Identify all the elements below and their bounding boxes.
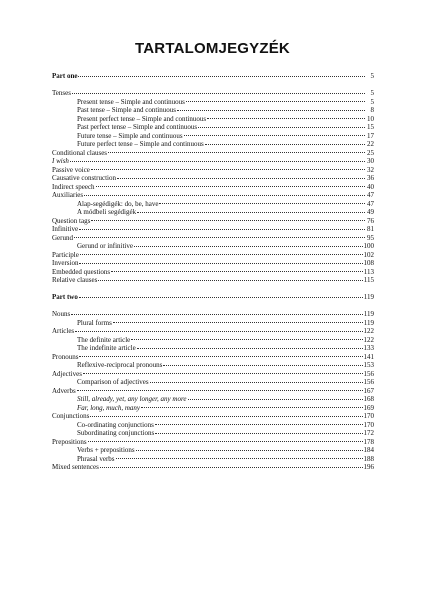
toc-page-number: 156: [363, 378, 374, 386]
toc-entry-label: Comparison of adjectives: [77, 378, 149, 386]
toc-subentry[interactable]: [52, 361, 374, 370]
toc-entry-label: Present tense – Simple and continuous: [77, 97, 185, 106]
toc-page-number: 108: [363, 259, 374, 267]
toc-page-number: 10: [367, 114, 374, 123]
toc-entry-label: Reflexive-reciprocal pronouns: [77, 361, 163, 369]
dot-leader: [78, 76, 365, 77]
toc-entry-label: Indirect speech: [52, 182, 95, 191]
toc-page-number: 5: [370, 97, 374, 106]
toc-spacer: [52, 81, 374, 90]
toc-entry[interactable]: [52, 191, 374, 200]
dot-leader: [159, 203, 365, 204]
toc-page-number: 167: [363, 386, 374, 395]
dot-leader: [71, 314, 362, 315]
toc-page-number: 49: [367, 208, 374, 216]
dot-leader: [108, 152, 365, 153]
toc-part-heading[interactable]: [52, 72, 374, 81]
toc-entry-label: Alap-segédigék: do, be, have: [77, 199, 159, 208]
toc-entry-label: Phrasal verbs: [77, 454, 115, 463]
toc-entry[interactable]: [52, 268, 374, 277]
dot-leader: [136, 450, 363, 451]
toc-subentry[interactable]: [52, 455, 374, 464]
toc-subentry[interactable]: [52, 208, 374, 217]
dot-leader: [205, 144, 365, 145]
toc-entry[interactable]: [52, 353, 374, 362]
toc-entry-label: Part two: [52, 293, 78, 301]
dot-leader: [155, 433, 362, 434]
toc-page-number: 172: [363, 429, 374, 437]
toc-entry[interactable]: [52, 166, 374, 175]
toc-entry-label: Verbs + prepositions: [77, 446, 135, 454]
toc-page-number: 102: [363, 250, 374, 259]
toc-page-number: 76: [367, 216, 374, 225]
toc-page-number: 169: [363, 403, 374, 412]
toc-entry-label: Passive voice: [52, 165, 90, 174]
toc-page-number: 32: [367, 165, 374, 174]
dot-leader: [163, 365, 362, 366]
toc-entry-label: Present perfect tense – Simple and continuous: [77, 114, 207, 123]
dot-leader: [80, 254, 363, 255]
toc-page-number: 156: [363, 369, 374, 378]
toc-page-number: 17: [367, 131, 374, 140]
toc-entry[interactable]: [52, 412, 374, 421]
toc-entry-label: Mixed sentences: [52, 463, 99, 471]
toc-spacer: [52, 302, 374, 311]
toc-entry[interactable]: [52, 327, 374, 336]
toc-page-number: 196: [363, 463, 374, 471]
toc-entry-label: Co-ordinating conjunctions: [77, 420, 154, 429]
toc-entry-label: A módbeli segédigék: [77, 208, 137, 216]
toc-page-number: 141: [363, 352, 374, 361]
toc-entry[interactable]: [52, 310, 374, 319]
toc-page-number: 153: [363, 361, 374, 369]
toc-entry-label: Future tense – Simple and continuous: [77, 131, 183, 140]
toc-entry[interactable]: [52, 259, 374, 268]
toc-page-number: 47: [367, 199, 374, 208]
toc-page-number: 170: [363, 412, 374, 420]
toc-subentry[interactable]: [52, 429, 374, 438]
dot-leader: [117, 178, 365, 179]
toc-page-number: 133: [363, 344, 374, 352]
dot-leader: [186, 101, 365, 102]
dot-leader: [91, 169, 365, 170]
toc-subentry[interactable]: [52, 378, 374, 387]
toc-entry-label: Part one: [52, 72, 78, 80]
dot-leader: [207, 118, 365, 119]
toc-entry[interactable]: [52, 149, 374, 158]
dot-leader: [150, 382, 363, 383]
toc-page-number: 168: [363, 395, 374, 403]
toc-subentry[interactable]: [52, 336, 374, 345]
toc-entry-label: Adverbs: [52, 386, 76, 395]
toc-page-number: 15: [367, 123, 374, 131]
toc-subentry[interactable]: [52, 395, 374, 404]
toc-page-number: 122: [363, 327, 374, 335]
toc-entry-label: Conjunctions: [52, 412, 90, 420]
toc-page-number: 119: [363, 310, 374, 318]
toc-entry[interactable]: [52, 157, 374, 166]
toc-page-number: 188: [363, 454, 374, 463]
dot-leader: [137, 348, 363, 349]
toc-subentry[interactable]: [52, 200, 374, 209]
toc-entry-label: Articles: [52, 327, 75, 335]
toc-entry[interactable]: [52, 387, 374, 396]
dot-leader: [96, 186, 365, 187]
toc-subentry[interactable]: [52, 115, 374, 124]
toc-entry-label: Causative construction: [52, 174, 116, 182]
toc-entry-label: Inversion: [52, 259, 79, 267]
dot-leader: [79, 229, 365, 230]
toc-entry-label: Question tags: [52, 216, 91, 225]
toc-page-number: 178: [363, 437, 374, 446]
toc-entry-label: Gerund: [52, 233, 73, 242]
dot-leader: [79, 263, 362, 264]
toc-subentry[interactable]: [52, 446, 374, 455]
toc-entry-label: Future perfect tense – Simple and continuous: [77, 140, 204, 148]
toc-page-number: 170: [363, 420, 374, 429]
toc-entry-label: Pronouns: [52, 352, 79, 361]
toc-subentry[interactable]: [52, 132, 374, 141]
toc-entry-label: Participle: [52, 250, 79, 259]
toc-entry-label: Auxiliaries: [52, 191, 84, 199]
dot-leader: [88, 441, 363, 442]
dot-leader: [84, 195, 365, 196]
toc-page-number: 95: [367, 233, 374, 242]
dot-leader: [72, 93, 365, 94]
toc-entry-label: The indefinite article: [77, 344, 136, 352]
table-of-contents: [52, 72, 374, 472]
dot-leader: [177, 110, 365, 111]
toc-entry-label: Past perfect tense – Simple and continuous: [77, 123, 198, 131]
page-title: TARTALOMJEGYZÉK: [135, 40, 290, 57]
toc-page-number: 81: [367, 225, 374, 233]
toc-entry-label: Adjectives: [52, 369, 82, 378]
toc-page-number: 100: [363, 242, 374, 250]
toc-entry-label: Infinitive: [52, 225, 79, 233]
dot-leader: [155, 424, 363, 425]
toc-page-number: 184: [363, 446, 374, 454]
toc-entry[interactable]: [52, 217, 374, 226]
toc-entry[interactable]: [52, 463, 374, 472]
dot-leader: [70, 161, 365, 162]
toc-entry-label: Tenses: [52, 89, 71, 97]
toc-page-number: 22: [367, 140, 374, 148]
toc-subentry[interactable]: [52, 106, 374, 115]
toc-entry-label: Prepositions: [52, 437, 87, 446]
toc-entry-label: Relative clauses: [52, 276, 98, 284]
toc-subentry[interactable]: [52, 404, 374, 413]
dot-leader: [83, 373, 363, 374]
toc-entry[interactable]: [52, 174, 374, 183]
toc-entry-label: Gerund or infinitive: [77, 242, 133, 250]
dot-leader: [137, 212, 365, 213]
toc-entry-label: Conditional clauses: [52, 148, 108, 157]
dot-leader: [98, 280, 362, 281]
toc-page-number: 115: [363, 276, 374, 284]
toc-page-number: 5: [370, 72, 374, 80]
dot-leader: [131, 339, 362, 340]
toc-page-number: 5: [370, 89, 374, 97]
toc-entry[interactable]: [52, 225, 374, 234]
toc-page-number: 122: [363, 335, 374, 344]
toc-spacer: [52, 285, 374, 294]
toc-page-number: 36: [367, 174, 374, 182]
toc-entry-label: Far, long, much, many: [77, 403, 140, 412]
toc-subentry[interactable]: [52, 140, 374, 149]
toc-entry-label: Subordinating conjunctions: [77, 429, 155, 437]
dot-leader: [113, 322, 363, 323]
dot-leader: [111, 271, 363, 272]
dot-leader: [184, 135, 365, 136]
toc-entry-label: I wish: [52, 157, 69, 165]
dot-leader: [79, 356, 362, 357]
toc-page-number: 8: [370, 106, 374, 114]
dot-leader: [100, 467, 363, 468]
toc-entry[interactable]: [52, 251, 374, 260]
dot-leader: [141, 407, 363, 408]
toc-entry-label: Nouns: [52, 310, 71, 318]
toc-entry-label: Embedded questions: [52, 267, 111, 276]
toc-entry-label: Past tense – Simple and continuous: [77, 106, 176, 114]
toc-page-number: 25: [367, 148, 374, 157]
toc-page-number: 47: [367, 191, 374, 199]
toc-page-number: 30: [367, 157, 374, 165]
toc-entry[interactable]: [52, 438, 374, 447]
toc-subentry[interactable]: [52, 344, 374, 353]
toc-entry[interactable]: [52, 276, 374, 285]
dot-leader: [90, 416, 362, 417]
toc-entry[interactable]: [52, 183, 374, 192]
toc-entry[interactable]: [52, 370, 374, 379]
dot-leader: [75, 331, 362, 332]
dot-leader: [198, 127, 365, 128]
dot-leader: [79, 297, 363, 298]
toc-page-number: 113: [363, 267, 374, 276]
toc-page-number: 119: [363, 318, 374, 327]
toc-subentry[interactable]: [52, 421, 374, 430]
toc-subentry[interactable]: [52, 319, 374, 328]
toc-page-number: 40: [367, 182, 374, 191]
toc-entry-label: Plural forms: [77, 318, 112, 327]
toc-page-number: 119: [363, 293, 374, 301]
toc-entry[interactable]: [52, 89, 374, 98]
dot-leader: [77, 390, 363, 391]
dot-leader: [74, 237, 365, 238]
toc-entry-label: Still, already, yet, any longer, any more: [77, 395, 187, 403]
toc-subentry[interactable]: [52, 242, 374, 251]
toc-entry-label: The definite article: [77, 335, 131, 344]
dot-leader: [116, 458, 363, 459]
dot-leader: [188, 399, 363, 400]
dot-leader: [91, 220, 365, 221]
toc-entry[interactable]: [52, 234, 374, 243]
toc-subentry[interactable]: [52, 98, 374, 107]
dot-leader: [134, 246, 363, 247]
toc-subentry[interactable]: [52, 123, 374, 132]
toc-part-heading[interactable]: [52, 293, 374, 302]
